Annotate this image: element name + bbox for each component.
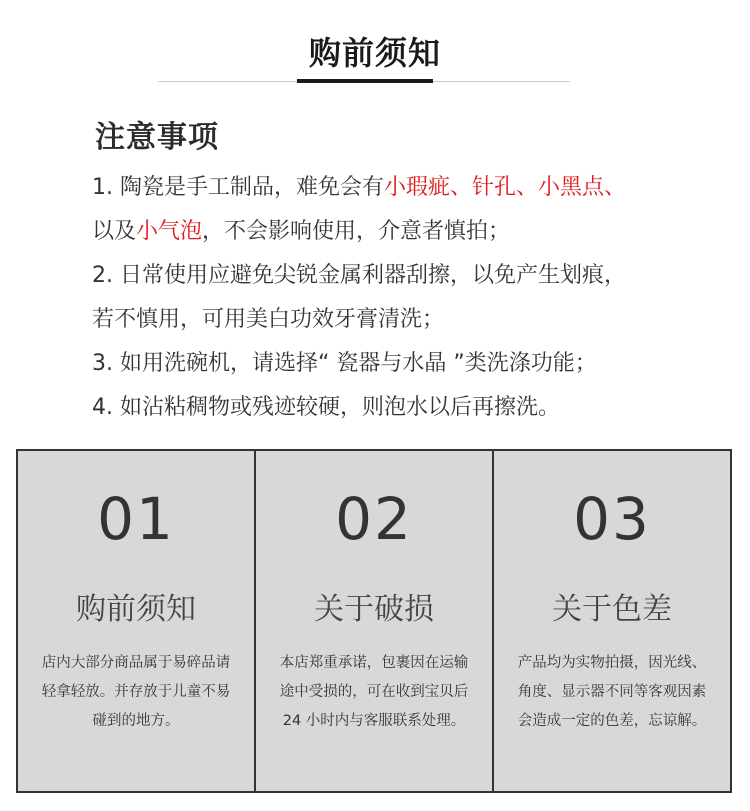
note-text: 1. 陶瓷是手工制品，难免会有 bbox=[92, 175, 384, 200]
note-text: ，不会影响使用，介意者慎拍； bbox=[202, 219, 511, 244]
card-description-line: 24 小时内与客服联系处理。 bbox=[282, 713, 466, 729]
card-description bbox=[26, 649, 246, 736]
note-line bbox=[92, 166, 732, 210]
note-text: 3. 如用洗碗机，请选择“ 瓷器与水晶 ”类洗涤功能； bbox=[92, 351, 597, 376]
card-description-line: 本店郑重承诺，包裹因在运输 bbox=[279, 655, 469, 671]
info-card bbox=[256, 451, 492, 791]
info-cards bbox=[16, 449, 732, 793]
note-line bbox=[92, 342, 732, 386]
card-description-line: 店内大部分商品属于易碎品请 bbox=[41, 655, 231, 671]
note-text: 4. 如沾粘稠物或残迹较硬，则泡水以后再擦洗。 bbox=[92, 395, 560, 420]
note-line bbox=[92, 386, 732, 430]
page-title: 购前须知 bbox=[308, 34, 441, 72]
title-underline bbox=[297, 79, 433, 83]
card-title: 关于破损 bbox=[314, 592, 434, 627]
notes-list bbox=[92, 166, 732, 430]
notes-heading: 注意事项 bbox=[95, 120, 219, 155]
highlighted-text: 小气泡 bbox=[136, 219, 203, 244]
header bbox=[0, 0, 750, 90]
card-description-line: 会造成一定的色差，忘谅解。 bbox=[517, 713, 707, 729]
note-text: 若不慎用，可用美白功效牙膏清洗； bbox=[92, 307, 445, 332]
card-number: 03 bbox=[573, 485, 651, 553]
note-line bbox=[92, 210, 732, 254]
card-title: 购前须知 bbox=[76, 592, 196, 627]
card-number: 01 bbox=[97, 485, 175, 553]
card-description bbox=[502, 649, 722, 736]
info-card bbox=[18, 451, 254, 791]
note-text: 以及 bbox=[92, 219, 137, 244]
card-description bbox=[264, 649, 484, 736]
card-description-line: 角度、显示器不同等客观因素 bbox=[517, 684, 707, 700]
note-line bbox=[92, 298, 732, 342]
highlighted-text: 小瑕疵、针孔、小黑点、 bbox=[383, 175, 626, 200]
card-title: 关于色差 bbox=[552, 592, 672, 627]
card-description-line: 碰到的地方。 bbox=[92, 713, 180, 729]
card-description-line: 轻拿轻放。并存放于儿童不易 bbox=[41, 684, 231, 700]
card-description-line: 产品均为实物拍摄，因光线、 bbox=[517, 655, 707, 671]
note-line bbox=[92, 254, 732, 298]
card-number: 02 bbox=[335, 485, 413, 553]
card-description-line: 途中受损的，可在收到宝贝后 bbox=[279, 684, 469, 700]
note-text: 2. 日常使用应避免尖锐金属利器刮擦，以免产生划痕， bbox=[92, 263, 626, 288]
info-card bbox=[494, 451, 730, 791]
